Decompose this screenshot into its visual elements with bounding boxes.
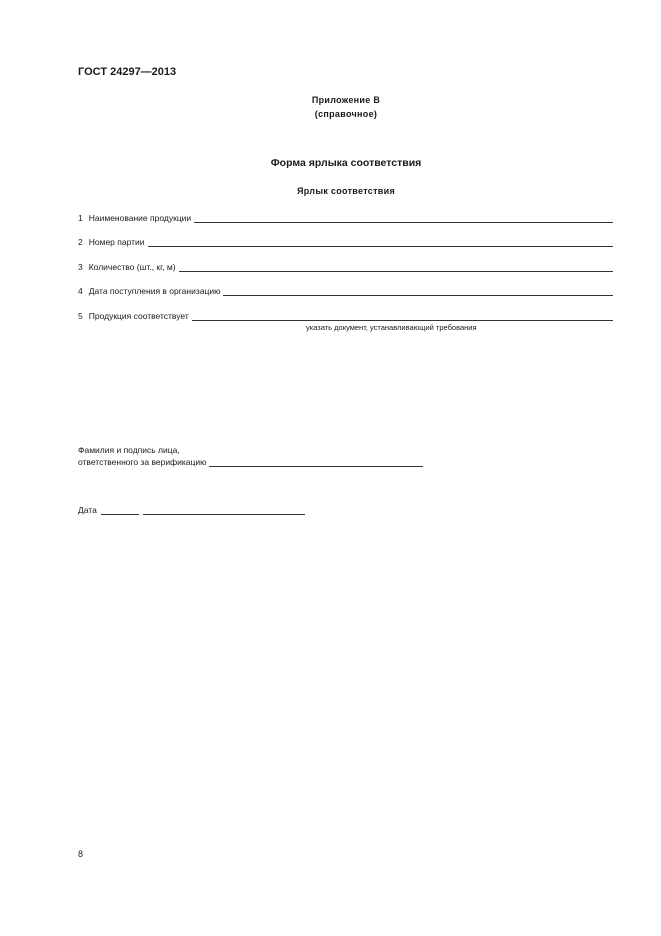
fill-line (179, 262, 613, 272)
responsible-label-line2: ответственного за верификацию (78, 457, 207, 467)
date-line-short (101, 505, 139, 515)
document-standard-number: ГОСТ 24297—2013 (78, 66, 177, 78)
field-label: Количество (шт., кг, м) (88, 262, 176, 272)
fill-line (194, 213, 613, 223)
field-number: 1 (78, 213, 83, 223)
responsible-signature-field (78, 457, 423, 467)
date-field (78, 505, 305, 515)
field-label: Продукция соответствует (88, 311, 189, 321)
field-conformity (78, 309, 613, 321)
responsible-label-line1: Фамилия и подпись лица, (78, 445, 180, 455)
fill-line (223, 286, 613, 296)
field-label: Номер партии (88, 237, 145, 247)
date-line-long (143, 505, 305, 515)
form-title: Форма ярлыка соответствия (270, 157, 422, 169)
appendix-title: Приложение В (311, 95, 381, 105)
field-label: Дата поступления в организацию (88, 286, 221, 296)
field-number: 3 (78, 262, 83, 272)
label-title: Ярлык соответствия (296, 186, 396, 196)
field-label: Наименование продукции (88, 213, 192, 223)
field-number: 4 (78, 286, 83, 296)
field-number: 5 (78, 311, 83, 321)
date-label: Дата (78, 505, 97, 515)
page-number: 8 (78, 849, 84, 859)
fill-line (148, 237, 613, 247)
signature-line (209, 457, 423, 467)
field-hint: указать документ, устанавливающий требования (306, 323, 477, 332)
field-receipt-date (78, 284, 613, 296)
appendix-type: (справочное) (314, 109, 378, 119)
field-number: 2 (78, 237, 83, 247)
field-product-name (78, 211, 613, 223)
fill-line (192, 311, 613, 321)
field-quantity (78, 260, 613, 272)
field-batch-number (78, 235, 613, 247)
